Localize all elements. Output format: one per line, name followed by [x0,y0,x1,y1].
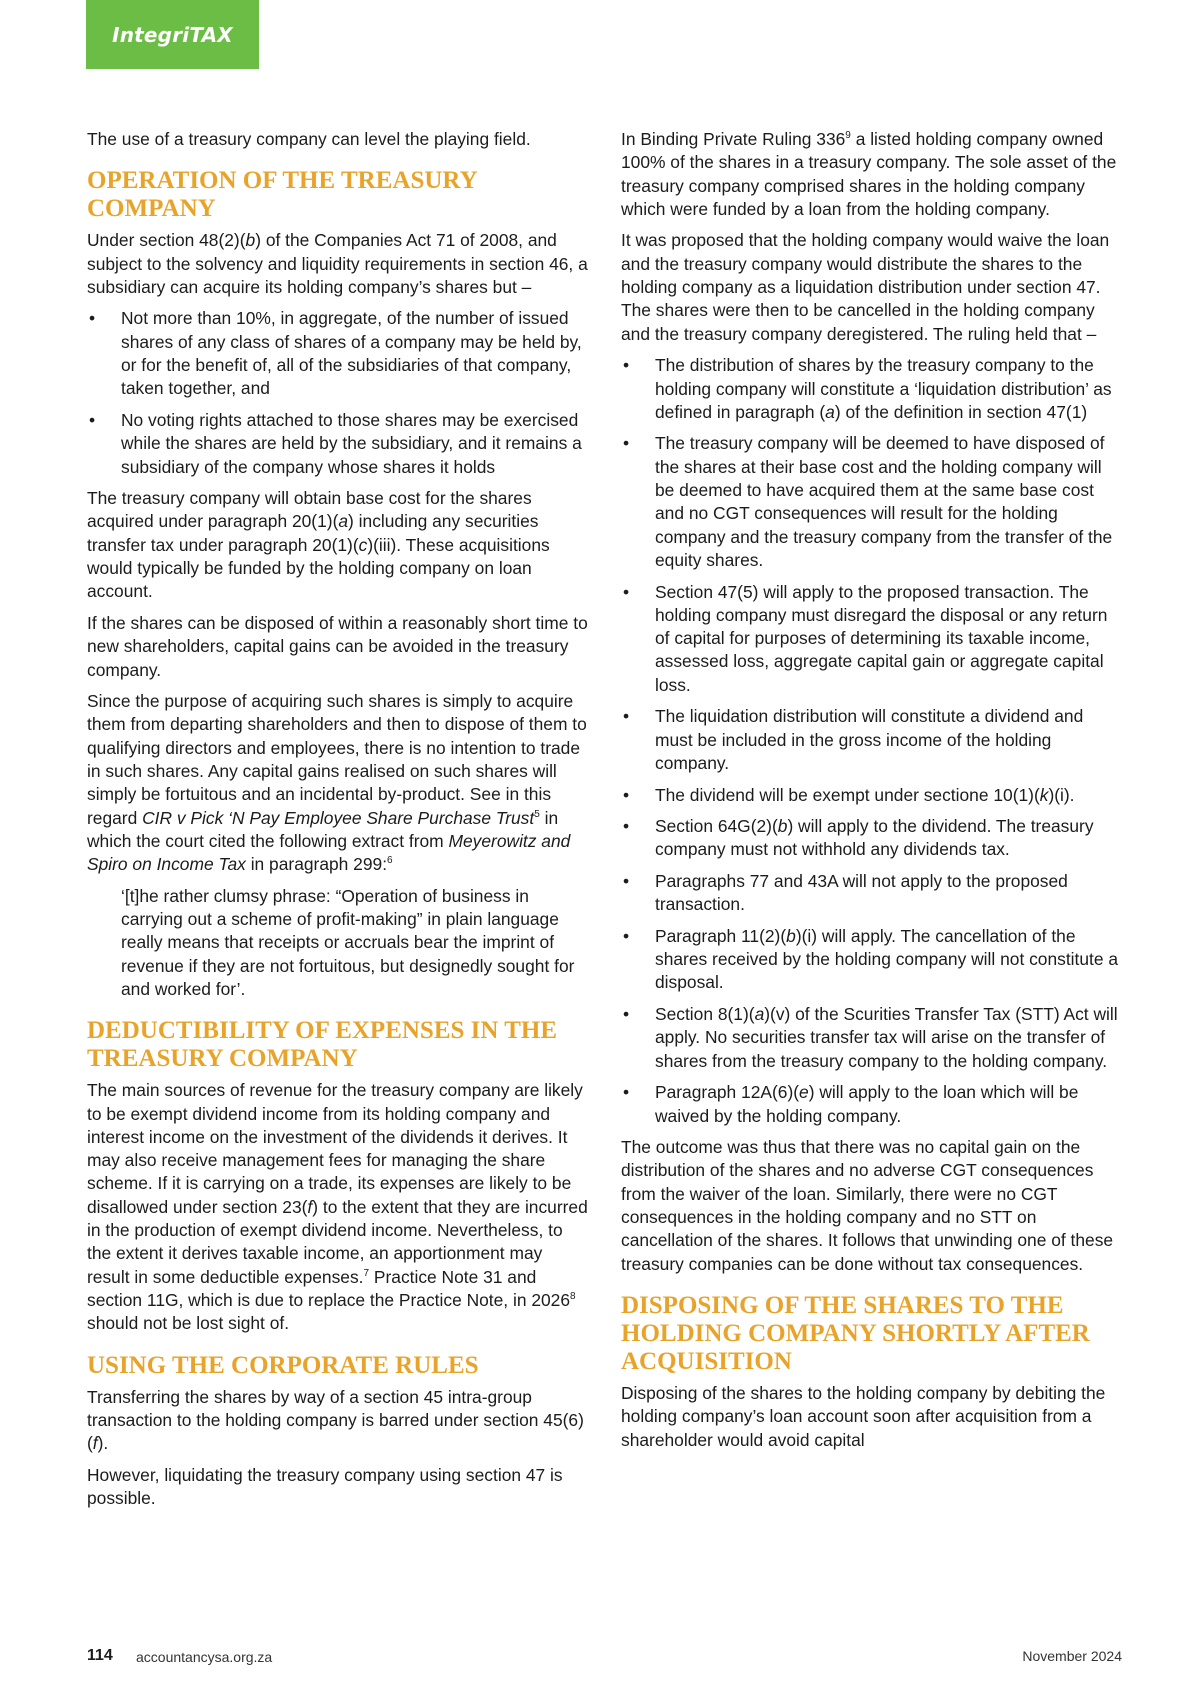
text-run: ) to the extent that they are incurred in the production of exempt dividend income. Nevertheless, to the extent it derives taxable income, an apportionment may result in some deductible expenses. [87,1196,588,1287]
bullet-list-operation [87,307,589,478]
italic-text: a [754,1004,765,1025]
footnote-ref: 5 [534,808,540,820]
paragraph-operation-2 [87,487,589,603]
paragraph-ruling-2: It was proposed that the holding company would waive the loan and the treasury company would distribute the shares to the holding company as a liquidation distribution under section 47. The shares were then to be cancelled in the holding company and the treasury company deregistered. The ruling held that – [621,230,1110,344]
paragraph-operation-1 [87,229,589,299]
paragraph-disposing: Disposing of the shares to the holding company by debiting the holding company’s loan account soon after acquisition from a shareholder would avoid capital [621,1382,1106,1450]
bullet-text [655,816,1094,859]
bullet-icon: • [89,308,96,329]
italic-text: f [92,1433,98,1454]
bullet-icon: • [623,355,630,376]
text-run: ) will apply to the dividend. The treasury company must not withhold any dividends tax. [655,816,1094,860]
text-run: ) of the definition in section 47(1) [834,401,1088,422]
bullet-item [621,1081,1121,1128]
bullet-item [621,784,1121,807]
text-run: a listed holding company owned 100% of the shares in a treasury company. The sole asset of the treasury company comprised shares in the holding company which were funded by a loan from the holding company. [621,129,1117,219]
footnote-ref: 6 [387,855,393,867]
intro-paragraph: The use of a treasury company can level the playing field. [87,129,531,149]
bullet-item [621,354,1121,424]
bullet-text [655,706,1083,773]
bullet-item [621,705,1121,775]
bullet-icon: • [623,816,630,837]
bullet-icon: • [89,409,96,430]
bullet-text [655,785,1075,805]
text-run: ). [97,1433,109,1454]
left-column [87,128,589,1519]
logo-text: IntegriTAX [112,22,233,47]
text-run: The dividend will be exempt under sectione 10(1)( [655,784,1040,805]
bullet-list-ruling [621,354,1121,1128]
page-number: 114 [87,1647,113,1664]
text-run: ) including any securities transfer tax under paragraph 20(1)( [87,511,539,555]
right-column [621,128,1121,1460]
text-run: The main sources of revenue for the treasury company are likely to be exempt dividend income from its holding company and interest income on the investment of the dividends it derives. It may also receive management fees for managing the share scheme. If it is carrying on a trade, its expenses are likely to be disallowed under section 23( [87,1080,583,1217]
footer-site: accountancysa.org.za [136,1649,273,1665]
paragraph-deductibility [87,1079,589,1335]
italic-text: a [338,511,349,532]
bullet-text: No voting rights attached to those shares may be exercised while the shares are held by the subsidiary, and it remains a subsidiary of the company whose shares it holds [121,409,582,477]
bullet-icon: • [623,433,630,454]
italic-text: CIR v Pick ‘N Pay Employee Share Purchase Trust [142,807,535,828]
court-quote: ‘[t]he rather clumsy phrase: “Operation of business in carrying out a scheme of profit-making” in plain language really means that receipts or accruals bear the imprint of revenue if they are not fortuitous, but designedly sought for and worked for’. [121,885,575,999]
bullet-item [621,870,1121,917]
bullet-item [621,581,1121,697]
italic-text: c [358,534,368,555]
italic-text: b [245,230,256,251]
paragraph-operation-3: If the shares can be disposed of within a reasonably short time to new shareholders, capital gains can be avoided in the treasury company. [87,612,588,680]
text-run: Under section 48(2)( [87,230,246,251]
bullet-item [621,1003,1121,1073]
bullet-icon: • [623,784,630,805]
text-run: Paragraphs 77 and 43A will not apply to the proposed transaction. [655,870,1068,915]
footnote-ref: 9 [845,130,851,142]
italic-text: b [777,816,788,837]
text-run: Practice Note 31 and section 11G, which is due to replace the Practice Note, in 2026 [87,1266,571,1310]
text-run: Transferring the shares by way of a section 45 intra-group transaction to the holding company is barred under section 45(6)( [87,1386,584,1454]
heading-operation: OPERATION OF THE TREASURY COMPANY [87,167,477,223]
bullet-text [655,926,1118,993]
bullet-text: Not more than 10%, in aggregate, of the number of issued shares of any class of shares of a company may be held by, or for the benefit of, all of the subsidiaries of that company, taken together, and [121,308,582,399]
bullet-text [655,355,1112,422]
text-run: in paragraph 299: [245,854,388,875]
bullet-icon: • [623,1004,630,1025]
bullet-item [621,432,1121,572]
bullet-text [655,1004,1118,1071]
bullet-icon: • [623,925,630,946]
bullet-icon: • [623,706,630,727]
paragraph-corporate-1 [87,1386,589,1456]
text-run: )(iii). These acquisitions would typically be funded by the holding company on loan account. [87,534,550,602]
text-run: Paragraph 11(2)( [655,925,787,946]
bullet-text [655,1082,1078,1125]
italic-text: Meyerowitz and Spiro on Income Tax [87,830,571,875]
text-run: Paragraph 12A(6)( [655,1082,800,1103]
text-run: )(i). [1048,784,1075,805]
paragraph-ruling-1 [621,128,1121,221]
text-run: )(v) of the Scurities Transfer Tax (STT) Act will apply. No securities transfer tax will arise on the transfer of shares from the treasury company to the holding company. [655,1004,1118,1071]
text-run: The treasury company will obtain base cost for the shares acquired under paragraph 20(1)( [87,488,532,532]
text-run: The liquidation distribution will constitute a dividend and must be included in the gross income of the holding company. [655,706,1084,773]
bullet-text [655,433,1112,569]
text-run: in which the court cited the following extract from [87,807,559,851]
bullet-item [621,925,1121,995]
italic-text: b [786,925,796,946]
italic-text: f [307,1196,313,1217]
bullet-icon: • [623,1082,630,1103]
heading-deductibility: DEDUCTIBILITY OF EXPENSES IN THE TREASURY COMPANY [87,1017,558,1073]
bullet-icon: • [623,581,630,602]
italic-text: k [1039,784,1049,805]
paragraph-outcome: The outcome was thus that there was no capital gain on the distribution of the shares and no adverse CGT consequences from the waiver of the loan. Similarly, there were no CGT consequences in the holding company and no STT on cancellation of the shares. It follows that unwinding one of these treasury companies can be done without tax consequences. [621,1137,1114,1274]
text-run: Since the purpose of acquiring such shares is simply to acquire them from departing shareholders and then to dispose of them to qualifying directors and employees, there is no intention to trade in such shares. Any capital gains realised on such shares will simply be fortuitous and an incidental by-product. See in this regard [87,691,587,828]
text-run: )(i) will apply. The cancellation of the shares received by the holding company will not constitute a disposal. [655,925,1119,993]
text-run: ) of the Companies Act 71 of 2008, and subject to the solvency and liquidity requirements in section 46, a subsidiary can acquire its holding company’s shares but – [87,230,588,297]
paragraph-operation-4 [87,690,589,876]
italic-text: a [825,401,835,422]
text-run: Section 8(1)( [655,1004,755,1025]
text-run: should not be lost sight of. [87,1313,290,1334]
text-run: Section 64G(2)( [655,816,778,837]
footnote-ref: 7 [363,1267,370,1279]
bullet-text [655,582,1107,695]
text-run: The distribution of shares by the treasury company to the holding company will constitute a ‘liquidation distribution’ as defined in paragraph ( [655,355,1112,422]
bullet-item [621,815,1121,862]
heading-corporate-rules: USING THE CORPORATE RULES [87,1351,479,1379]
bullet-item [87,409,589,479]
integritax-logo [86,0,259,69]
bullet-text [655,871,1068,914]
paragraph-corporate-2: However, liquidating the treasury company using section 47 is possible. [87,1464,563,1509]
bullet-item [87,307,589,400]
text-run: In Binding Private Ruling 336 [621,129,846,149]
bullet-icon: • [623,870,630,891]
footer-date: November 2024 [1022,1648,1122,1664]
heading-disposing: DISPOSING OF THE SHARES TO THE HOLDING COMPANY SHORTLY AFTER ACQUISITION [621,1291,1090,1375]
italic-text: e [799,1082,809,1103]
text-run: The treasury company will be deemed to have disposed of the shares at their base cost and the holding company will be deemed to have acquired them at the same base cost and no CGT consequences will result for the holding company and the treasury company from the transfer of the equity shares. [655,433,1113,570]
footnote-ref: 8 [570,1291,576,1303]
text-run: ) will apply to the loan which will be waived by the holding company. [655,1082,1079,1126]
text-run: Section 47(5) will apply to the proposed transaction. The holding company must disregard the disposal or any return of capital for purposes of determining its taxable income, assessed loss, aggregate capital gain or aggregate capital loss. [655,581,1108,695]
